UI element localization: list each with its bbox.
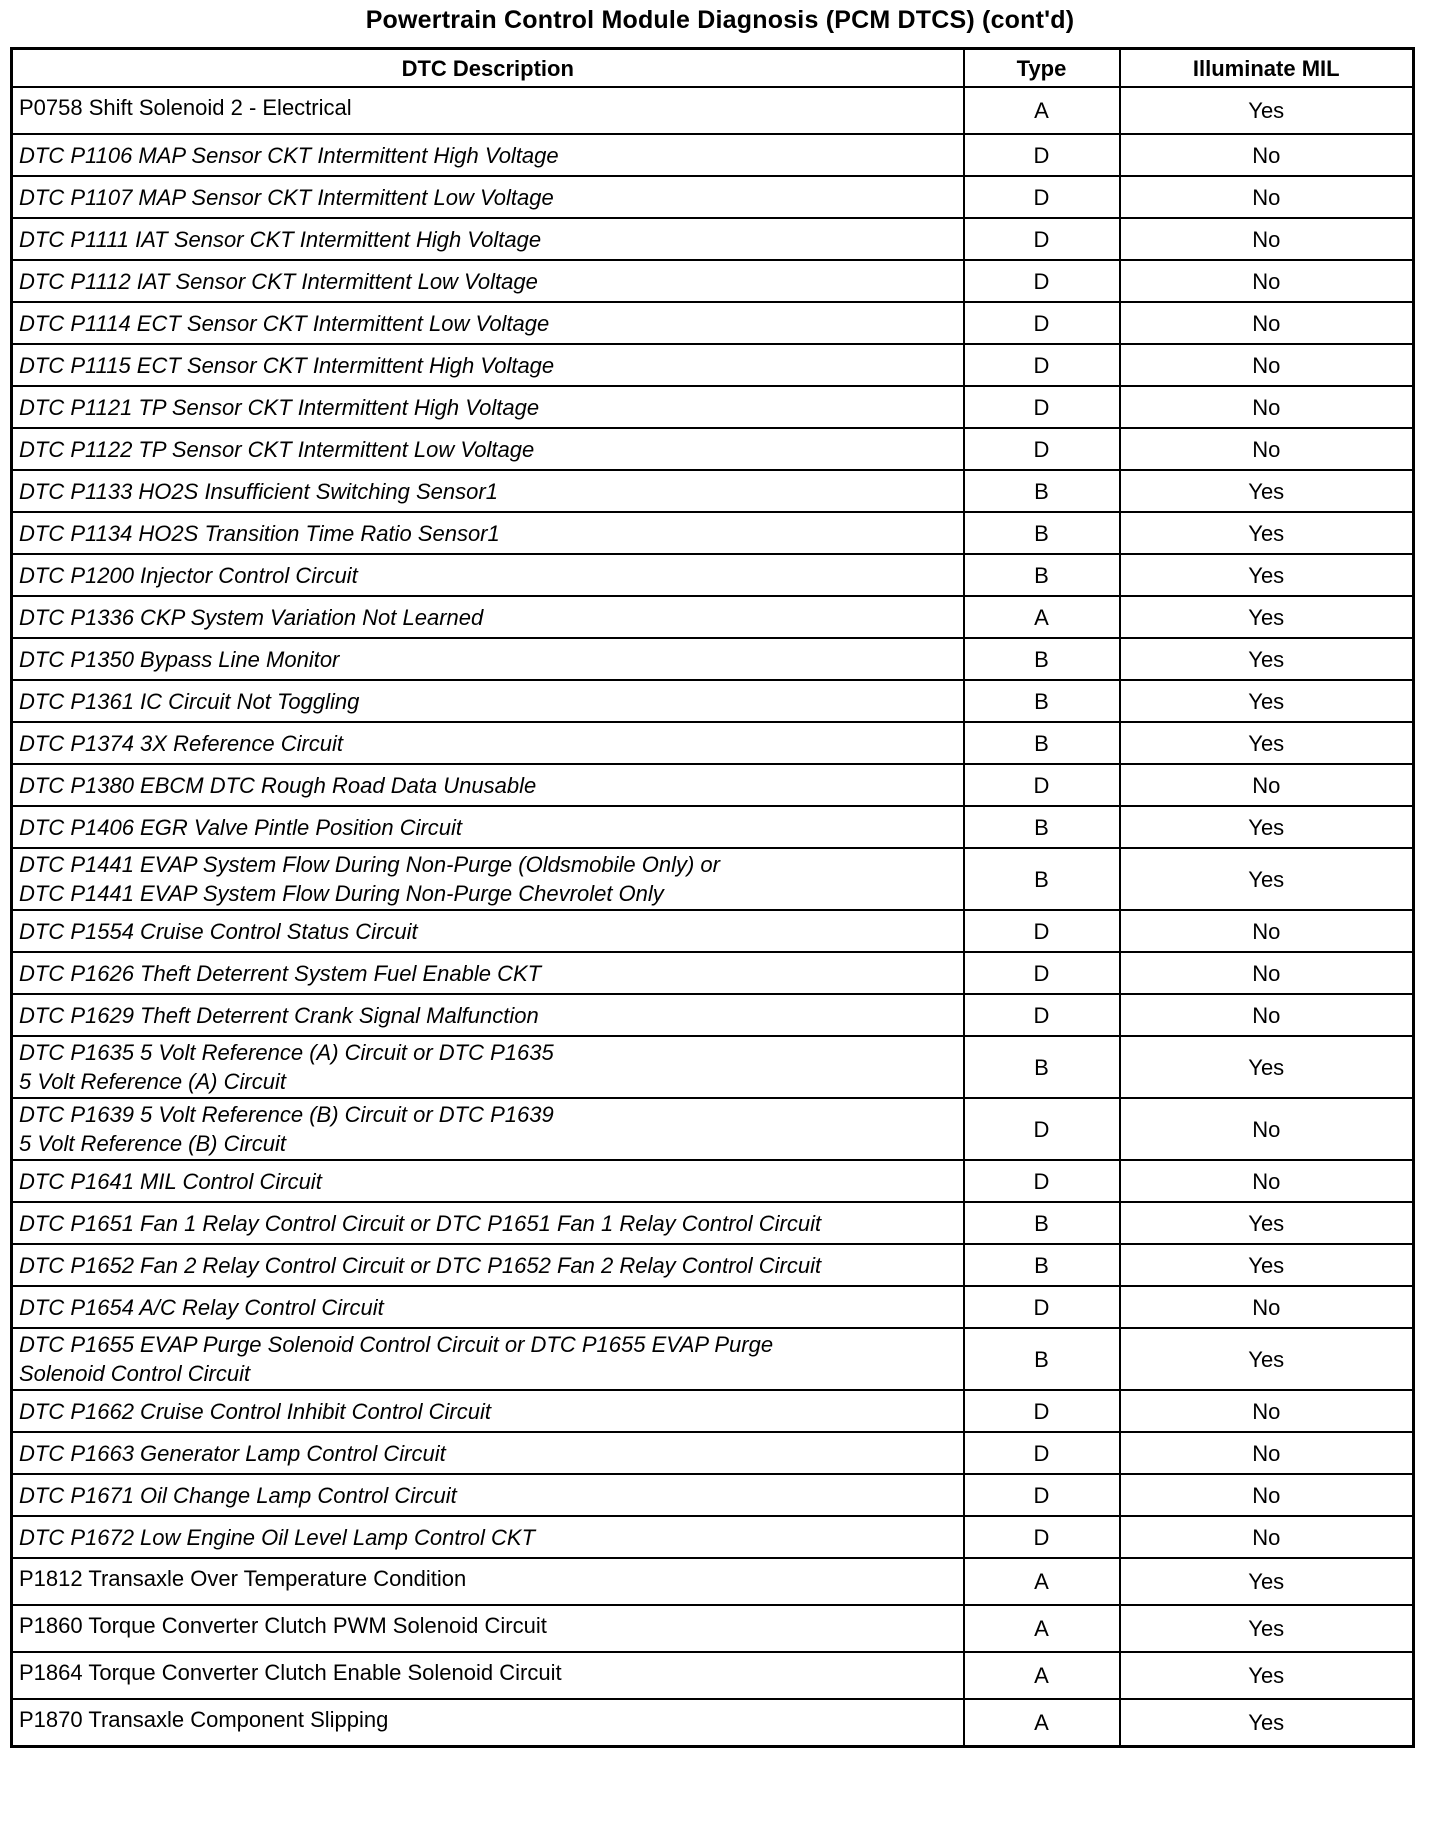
- dtc-description-line: DTC P1106 MAP Sensor CKT Intermittent High Voltage: [19, 142, 559, 168]
- table-row: [12, 176, 1414, 218]
- dtc-description-cell: [12, 1328, 964, 1390]
- dtc-description-cell: [12, 1286, 964, 1328]
- dtc-mil-cell: No: [1120, 1160, 1414, 1202]
- table-row: [12, 134, 1414, 176]
- dtc-description-line: DTC P1200 Injector Control Circuit: [19, 562, 358, 588]
- dtc-description-cell: [12, 87, 964, 134]
- dtc-description-cell: [12, 1652, 964, 1699]
- dtc-mil-cell: Yes: [1120, 722, 1414, 764]
- table-row: [12, 344, 1414, 386]
- dtc-table: [10, 47, 1415, 1748]
- dtc-description-cell: [12, 1390, 964, 1432]
- dtc-type-cell: B: [964, 1036, 1120, 1098]
- dtc-description-line: DTC P1406 EGR Valve Pintle Position Circuit: [19, 814, 463, 840]
- table-row: [12, 1244, 1414, 1286]
- table-row: [12, 952, 1414, 994]
- dtc-type-cell: D: [964, 260, 1120, 302]
- dtc-description-line: DTC P1114 ECT Sensor CKT Intermittent Low Voltage: [19, 310, 550, 336]
- table-row: [12, 554, 1414, 596]
- dtc-description-line: DTC P1133 HO2S Insufficient Switching Sensor1: [19, 478, 498, 504]
- dtc-description-cell: [12, 554, 964, 596]
- dtc-description-line: DTC P1115 ECT Sensor CKT Intermittent High Voltage: [19, 352, 555, 378]
- table-row: [12, 386, 1414, 428]
- dtc-description-cell: [12, 176, 964, 218]
- dtc-description-line: DTC P1122 TP Sensor CKT Intermittent Low Voltage: [19, 436, 535, 462]
- dtc-mil-cell: Yes: [1120, 1605, 1414, 1652]
- dtc-description-line: DTC P1654 A/C Relay Control Circuit: [19, 1294, 384, 1320]
- dtc-description-line: DTC P1652 Fan 2 Relay Control Circuit or DTC P1652 Fan 2 Relay Control Circuit: [19, 1252, 822, 1278]
- dtc-mil-cell: Yes: [1120, 1244, 1414, 1286]
- dtc-type-cell: A: [964, 87, 1120, 134]
- dtc-description-line: Solenoid Control Circuit: [19, 1361, 251, 1386]
- dtc-description-line: DTC P1662 Cruise Control Inhibit Control Circuit: [19, 1398, 491, 1424]
- dtc-description-cell: [12, 1160, 964, 1202]
- dtc-description-cell: [12, 952, 964, 994]
- dtc-type-cell: D: [964, 386, 1120, 428]
- dtc-description-line: DTC P1554 Cruise Control Status Circuit: [19, 918, 418, 944]
- dtc-description-line: DTC P1380 EBCM DTC Rough Road Data Unusable: [19, 772, 537, 798]
- table-row: [12, 1652, 1414, 1699]
- dtc-description-cell: [12, 910, 964, 952]
- dtc-mil-cell: Yes: [1120, 1328, 1414, 1390]
- dtc-description-line: DTC P1121 TP Sensor CKT Intermittent High Voltage: [19, 394, 540, 420]
- table-row: [12, 428, 1414, 470]
- dtc-type-cell: A: [964, 1699, 1120, 1747]
- dtc-description-line: P0758 Shift Solenoid 2 - Electrical: [19, 95, 352, 120]
- dtc-mil-cell: No: [1120, 1474, 1414, 1516]
- dtc-mil-cell: No: [1120, 344, 1414, 386]
- dtc-description-line: DTC P1639 5 Volt Reference (B) Circuit or DTC P1639: [19, 1102, 554, 1127]
- dtc-description-line: DTC P1671 Oil Change Lamp Control Circuit: [19, 1482, 457, 1508]
- dtc-mil-cell: No: [1120, 994, 1414, 1036]
- dtc-type-cell: D: [964, 428, 1120, 470]
- dtc-type-cell: B: [964, 470, 1120, 512]
- dtc-type-cell: A: [964, 596, 1120, 638]
- dtc-type-cell: B: [964, 512, 1120, 554]
- dtc-type-cell: B: [964, 1244, 1120, 1286]
- table-row: [12, 87, 1414, 134]
- dtc-description-cell: [12, 1605, 964, 1652]
- dtc-description-cell: [12, 1202, 964, 1244]
- dtc-description-line: DTC P1112 IAT Sensor CKT Intermittent Low Voltage: [19, 268, 538, 294]
- dtc-description-line: DTC P1672 Low Engine Oil Level Lamp Control CKT: [19, 1524, 536, 1550]
- dtc-type-cell: B: [964, 848, 1120, 910]
- dtc-description-cell: [12, 134, 964, 176]
- table-row: [12, 1474, 1414, 1516]
- dtc-type-cell: D: [964, 1474, 1120, 1516]
- dtc-type-cell: D: [964, 994, 1120, 1036]
- dtc-mil-cell: No: [1120, 1432, 1414, 1474]
- dtc-description-line: DTC P1111 IAT Sensor CKT Intermittent High Voltage: [19, 226, 542, 252]
- table-header-row: [12, 49, 1414, 88]
- dtc-description-line: DTC P1361 IC Circuit Not Toggling: [19, 688, 360, 714]
- dtc-mil-cell: No: [1120, 1390, 1414, 1432]
- dtc-description-line: DTC P1629 Theft Deterrent Crank Signal Malfunction: [19, 1002, 539, 1028]
- dtc-description-cell: [12, 1699, 964, 1747]
- dtc-type-cell: D: [964, 1098, 1120, 1160]
- table-row: [12, 994, 1414, 1036]
- table-row: [12, 1286, 1414, 1328]
- dtc-type-cell: B: [964, 680, 1120, 722]
- dtc-description-cell: [12, 1474, 964, 1516]
- dtc-mil-cell: No: [1120, 134, 1414, 176]
- dtc-type-cell: D: [964, 1516, 1120, 1558]
- dtc-mil-cell: Yes: [1120, 512, 1414, 554]
- dtc-description-cell: [12, 1036, 964, 1098]
- dtc-description-cell: [12, 764, 964, 806]
- dtc-description-line: DTC P1651 Fan 1 Relay Control Circuit or DTC P1651 Fan 1 Relay Control Circuit: [19, 1210, 822, 1236]
- dtc-description-line: DTC P1134 HO2S Transition Time Ratio Sensor1: [19, 520, 500, 546]
- dtc-mil-cell: No: [1120, 428, 1414, 470]
- dtc-mil-cell: No: [1120, 1286, 1414, 1328]
- dtc-description-cell: [12, 428, 964, 470]
- table-row: [12, 1160, 1414, 1202]
- table-row: [12, 722, 1414, 764]
- dtc-description-cell: [12, 1558, 964, 1605]
- dtc-description-line: DTC P1441 EVAP System Flow During Non-Purge (Oldsmobile Only) or: [19, 852, 720, 877]
- dtc-type-cell: D: [964, 910, 1120, 952]
- dtc-type-cell: B: [964, 1328, 1120, 1390]
- dtc-description-cell: [12, 512, 964, 554]
- dtc-description-cell: [12, 260, 964, 302]
- table-row: [12, 638, 1414, 680]
- dtc-mil-cell: Yes: [1120, 1652, 1414, 1699]
- dtc-description-line: DTC P1663 Generator Lamp Control Circuit: [19, 1440, 446, 1466]
- dtc-description-cell: [12, 994, 964, 1036]
- table-row: [12, 1516, 1414, 1558]
- dtc-description-line: DTC P1350 Bypass Line Monitor: [19, 646, 340, 672]
- table-row: [12, 596, 1414, 638]
- dtc-type-cell: D: [964, 1432, 1120, 1474]
- table-row: [12, 1202, 1414, 1244]
- dtc-description-line: DTC P1626 Theft Deterrent System Fuel Enable CKT: [19, 960, 542, 986]
- table-row: [12, 764, 1414, 806]
- dtc-type-cell: D: [964, 344, 1120, 386]
- dtc-type-cell: A: [964, 1605, 1120, 1652]
- table-row: [12, 260, 1414, 302]
- dtc-description-line: DTC P1336 CKP System Variation Not Learned: [19, 604, 484, 630]
- table-row: [12, 1432, 1414, 1474]
- dtc-type-cell: D: [964, 1160, 1120, 1202]
- dtc-mil-cell: Yes: [1120, 1036, 1414, 1098]
- dtc-type-cell: D: [964, 764, 1120, 806]
- table-row: [12, 1558, 1414, 1605]
- dtc-mil-cell: No: [1120, 952, 1414, 994]
- dtc-type-cell: D: [964, 218, 1120, 260]
- dtc-description-line: DTC P1635 5 Volt Reference (A) Circuit or DTC P1635: [19, 1040, 554, 1065]
- table-row: [12, 1605, 1414, 1652]
- dtc-type-cell: A: [964, 1652, 1120, 1699]
- dtc-description-line: DTC P1655 EVAP Purge Solenoid Control Circuit or DTC P1655 EVAP Purge: [19, 1332, 774, 1357]
- dtc-type-cell: A: [964, 1558, 1120, 1605]
- table-row: [12, 680, 1414, 722]
- dtc-description-cell: [12, 344, 964, 386]
- dtc-description-line: P1864 Torque Converter Clutch Enable Solenoid Circuit: [19, 1660, 562, 1685]
- dtc-mil-cell: Yes: [1120, 638, 1414, 680]
- dtc-description-cell: [12, 680, 964, 722]
- table-row: [12, 806, 1414, 848]
- dtc-mil-cell: Yes: [1120, 596, 1414, 638]
- dtc-mil-cell: No: [1120, 1516, 1414, 1558]
- dtc-description-line: 5 Volt Reference (A) Circuit: [19, 1069, 286, 1094]
- dtc-description-cell: [12, 302, 964, 344]
- dtc-description-line: 5 Volt Reference (B) Circuit: [19, 1131, 286, 1156]
- table-body: [12, 87, 1414, 1747]
- dtc-type-cell: D: [964, 952, 1120, 994]
- dtc-description-line: P1860 Torque Converter Clutch PWM Solenoid Circuit: [19, 1613, 547, 1638]
- dtc-type-cell: B: [964, 554, 1120, 596]
- dtc-description-cell: [12, 1244, 964, 1286]
- dtc-mil-cell: Yes: [1120, 1699, 1414, 1747]
- dtc-description-line: DTC P1641 MIL Control Circuit: [19, 1168, 322, 1194]
- dtc-description-cell: [12, 1516, 964, 1558]
- dtc-type-cell: B: [964, 806, 1120, 848]
- dtc-type-cell: D: [964, 1390, 1120, 1432]
- table-row: [12, 1098, 1414, 1160]
- dtc-mil-cell: Yes: [1120, 1202, 1414, 1244]
- table-row: [12, 470, 1414, 512]
- table-row: [12, 1036, 1414, 1098]
- dtc-description-cell: [12, 722, 964, 764]
- dtc-type-cell: D: [964, 176, 1120, 218]
- dtc-description-cell: [12, 848, 964, 910]
- table-row: [12, 302, 1414, 344]
- dtc-mil-cell: Yes: [1120, 554, 1414, 596]
- dtc-mil-cell: No: [1120, 764, 1414, 806]
- table-row: [12, 848, 1414, 910]
- dtc-mil-cell: Yes: [1120, 1558, 1414, 1605]
- dtc-description-cell: [12, 596, 964, 638]
- dtc-description-cell: [12, 1098, 964, 1160]
- dtc-type-cell: D: [964, 302, 1120, 344]
- dtc-type-cell: D: [964, 1286, 1120, 1328]
- dtc-type-cell: D: [964, 134, 1120, 176]
- dtc-mil-cell: No: [1120, 1098, 1414, 1160]
- dtc-description-line: DTC P1107 MAP Sensor CKT Intermittent Low Voltage: [19, 184, 554, 210]
- dtc-mil-cell: Yes: [1120, 806, 1414, 848]
- dtc-description-line: DTC P1441 EVAP System Flow During Non-Purge Chevrolet Only: [19, 881, 664, 906]
- dtc-mil-cell: No: [1120, 176, 1414, 218]
- dtc-mil-cell: Yes: [1120, 470, 1414, 512]
- dtc-mil-cell: Yes: [1120, 848, 1414, 910]
- dtc-description-cell: [12, 218, 964, 260]
- dtc-mil-cell: No: [1120, 386, 1414, 428]
- dtc-mil-cell: No: [1120, 910, 1414, 952]
- dtc-mil-cell: No: [1120, 302, 1414, 344]
- table-row: [12, 1390, 1414, 1432]
- dtc-mil-cell: Yes: [1120, 680, 1414, 722]
- column-header-description: DTC Description: [12, 49, 964, 88]
- column-header-type: Type: [964, 49, 1120, 88]
- dtc-description-line: DTC P1374 3X Reference Circuit: [19, 730, 344, 756]
- dtc-mil-cell: No: [1120, 218, 1414, 260]
- dtc-mil-cell: Yes: [1120, 87, 1414, 134]
- table-row: [12, 1328, 1414, 1390]
- dtc-description-cell: [12, 470, 964, 512]
- dtc-description-cell: [12, 638, 964, 680]
- dtc-description-line: P1812 Transaxle Over Temperature Condition: [19, 1566, 467, 1591]
- table-row: [12, 218, 1414, 260]
- table-row: [12, 910, 1414, 952]
- page-title: Powertrain Control Module Diagnosis (PCM DTCS) (cont'd): [365, 6, 1075, 34]
- dtc-type-cell: B: [964, 722, 1120, 764]
- dtc-description-cell: [12, 386, 964, 428]
- dtc-description-cell: [12, 806, 964, 848]
- dtc-description-cell: [12, 1432, 964, 1474]
- dtc-mil-cell: No: [1120, 260, 1414, 302]
- dtc-type-cell: B: [964, 1202, 1120, 1244]
- column-header-illuminate-mil: Illuminate MIL: [1120, 49, 1414, 88]
- dtc-type-cell: B: [964, 638, 1120, 680]
- dtc-description-line: P1870 Transaxle Component Slipping: [19, 1707, 389, 1732]
- table-row: [12, 512, 1414, 554]
- table-row: [12, 1699, 1414, 1747]
